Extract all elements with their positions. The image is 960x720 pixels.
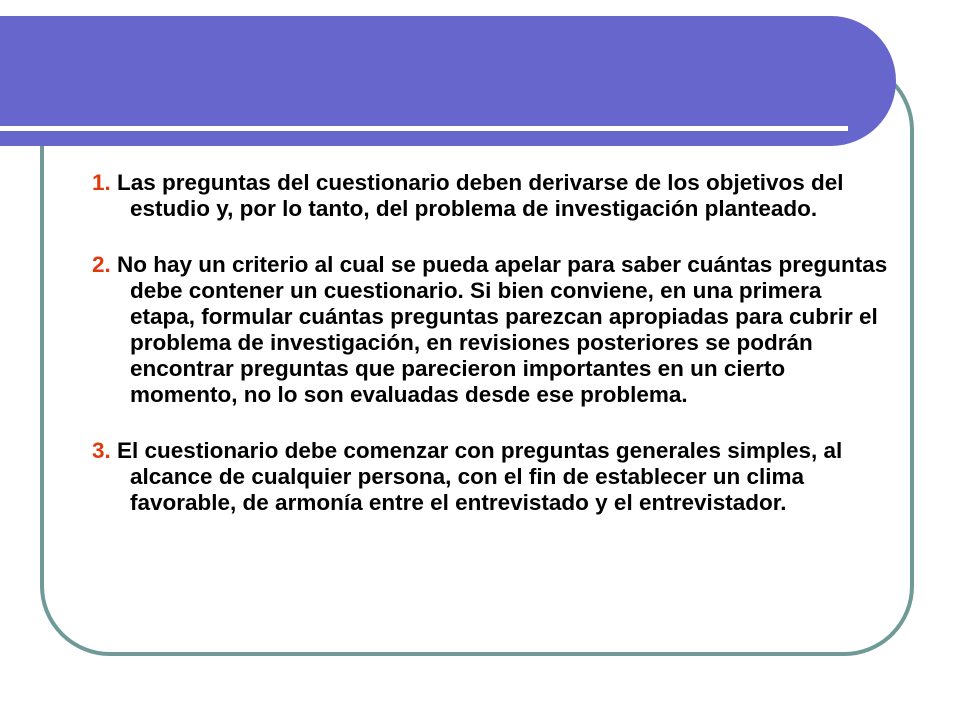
item-number-1: 1. [92,170,111,195]
body-text-list [92,170,892,546]
list-item-2 [92,252,892,408]
item-text-2: No hay un criterio al cual se pueda apelar para saber cuántas preguntas debe contener un cuestionario. Si bien conviene, en una primera etapa, formular cuántas preguntas parezcan apropiadas para cubrir el problema de investigación, en revisiones posteriores se podrán encontrar preguntas que parecieron importantes en un cierto momento, no lo son evaluadas desde ese problema. [117,252,888,407]
header-divider-line [0,126,848,131]
item-text-1: Las preguntas del cuestionario deben derivarse de los objetivos del estudio y, por lo tanto, del problema de investigación planteado. [117,170,844,221]
item-number-3: 3. [92,438,111,463]
item-text-3: El cuestionario debe comenzar con preguntas generales simples, al alcance de cualquier persona, con el fin de establecer un clima favorable, de armonía entre el entrevistado y el entrevistador. [117,438,843,515]
item-number-2: 2. [92,252,111,277]
list-item-3 [92,438,892,516]
list-item-1 [92,170,892,222]
